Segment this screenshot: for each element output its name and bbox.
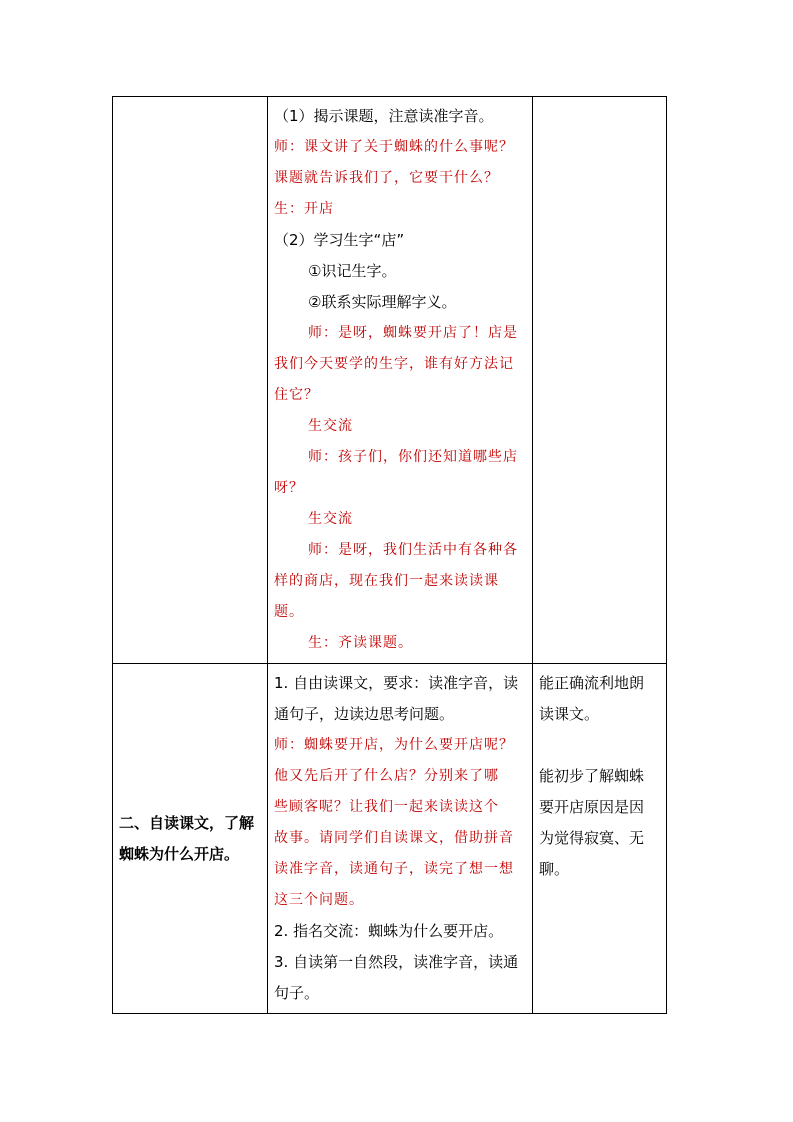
dialogue-line: 课题就告诉我们了，它要干什么？: [274, 170, 499, 186]
goal-line: 聊。: [539, 860, 570, 878]
dialogue-line: 些顾客呢？让我们一起来读读这个: [274, 799, 499, 815]
process-cell: [268, 664, 533, 1014]
lesson-plan-table: [112, 96, 667, 1014]
dialogue-line: 生：开店: [274, 201, 334, 217]
dialogue-line: 这三个问题。: [274, 892, 364, 908]
instruction-line: 3. 自读第一自然段，读准字音，读通: [274, 953, 519, 971]
stage-cell: [113, 664, 268, 1014]
goal-line: 为觉得寂寞、无: [539, 829, 645, 847]
dialogue-line: 师：课文讲了关于蜘蛛的什么事呢？: [274, 139, 514, 155]
dialogue-line: 师：蜘蛛要开店，为什么要开店呢？: [274, 737, 514, 753]
dialogue-line: 住它？: [274, 387, 319, 403]
dialogue-line: 生：齐读课题。: [308, 635, 413, 651]
dialogue-line: 题。: [274, 604, 304, 620]
instruction-line: 通句子，边读边思考问题。: [274, 705, 455, 723]
instruction-line: 1. 自由读课文，要求：读准字音，读: [274, 674, 519, 692]
goal-line: 能正确流利地朗: [539, 674, 645, 692]
instruction-line: （2）学习生字“店”: [274, 231, 405, 249]
dialogue-line: 我们今天要学的生字，谁有好方法记: [274, 356, 514, 372]
instruction-line: （1）揭示课题，注意读准字音。: [274, 107, 494, 125]
table-row: [113, 664, 667, 1014]
goal-cell: [533, 97, 667, 664]
goal-line: [539, 730, 662, 761]
stage-cell: [113, 97, 268, 664]
goal-line: 能初步了解蜘蛛: [539, 767, 645, 785]
instruction-line: ①识记生字。: [308, 262, 397, 280]
dialogue-line: 呀？: [274, 480, 304, 496]
dialogue-line: 生交流: [308, 418, 353, 434]
stage-title-line: 蜘蛛为什么开店。: [119, 844, 240, 863]
stage-title-line: 二、自读课文，了解: [119, 813, 255, 832]
instruction-line: ②联系实际理解字义。: [308, 293, 457, 311]
goal-cell: [533, 664, 667, 1014]
instruction-line: 2. 指名交流：蜘蛛为什么要开店。: [274, 922, 504, 940]
dialogue-line: 故事。请同学们自读课文，借助拼音: [274, 830, 514, 846]
process-cell: [268, 97, 533, 664]
dialogue-line: 读准字音，读通句子，读完了想一想: [274, 861, 514, 877]
dialogue-line: 师：孩子们，你们还知道哪些店: [308, 449, 518, 465]
goal-line: 读课文。: [539, 705, 600, 723]
dialogue-line: 生交流: [308, 511, 353, 527]
dialogue-line: 样的商店，现在我们一起来读读课: [274, 573, 499, 589]
table-row: [113, 97, 667, 664]
dialogue-line: 师：是呀，蜘蛛要开店了！店是: [308, 325, 518, 341]
dialogue-line: 师：是呀，我们生活中有各种各: [308, 542, 518, 558]
dialogue-line: 他又先后开了什么店？分别来了哪: [274, 768, 499, 784]
instruction-line: 句子。: [274, 984, 320, 1002]
goal-line: 要开店原因是因: [539, 798, 645, 816]
